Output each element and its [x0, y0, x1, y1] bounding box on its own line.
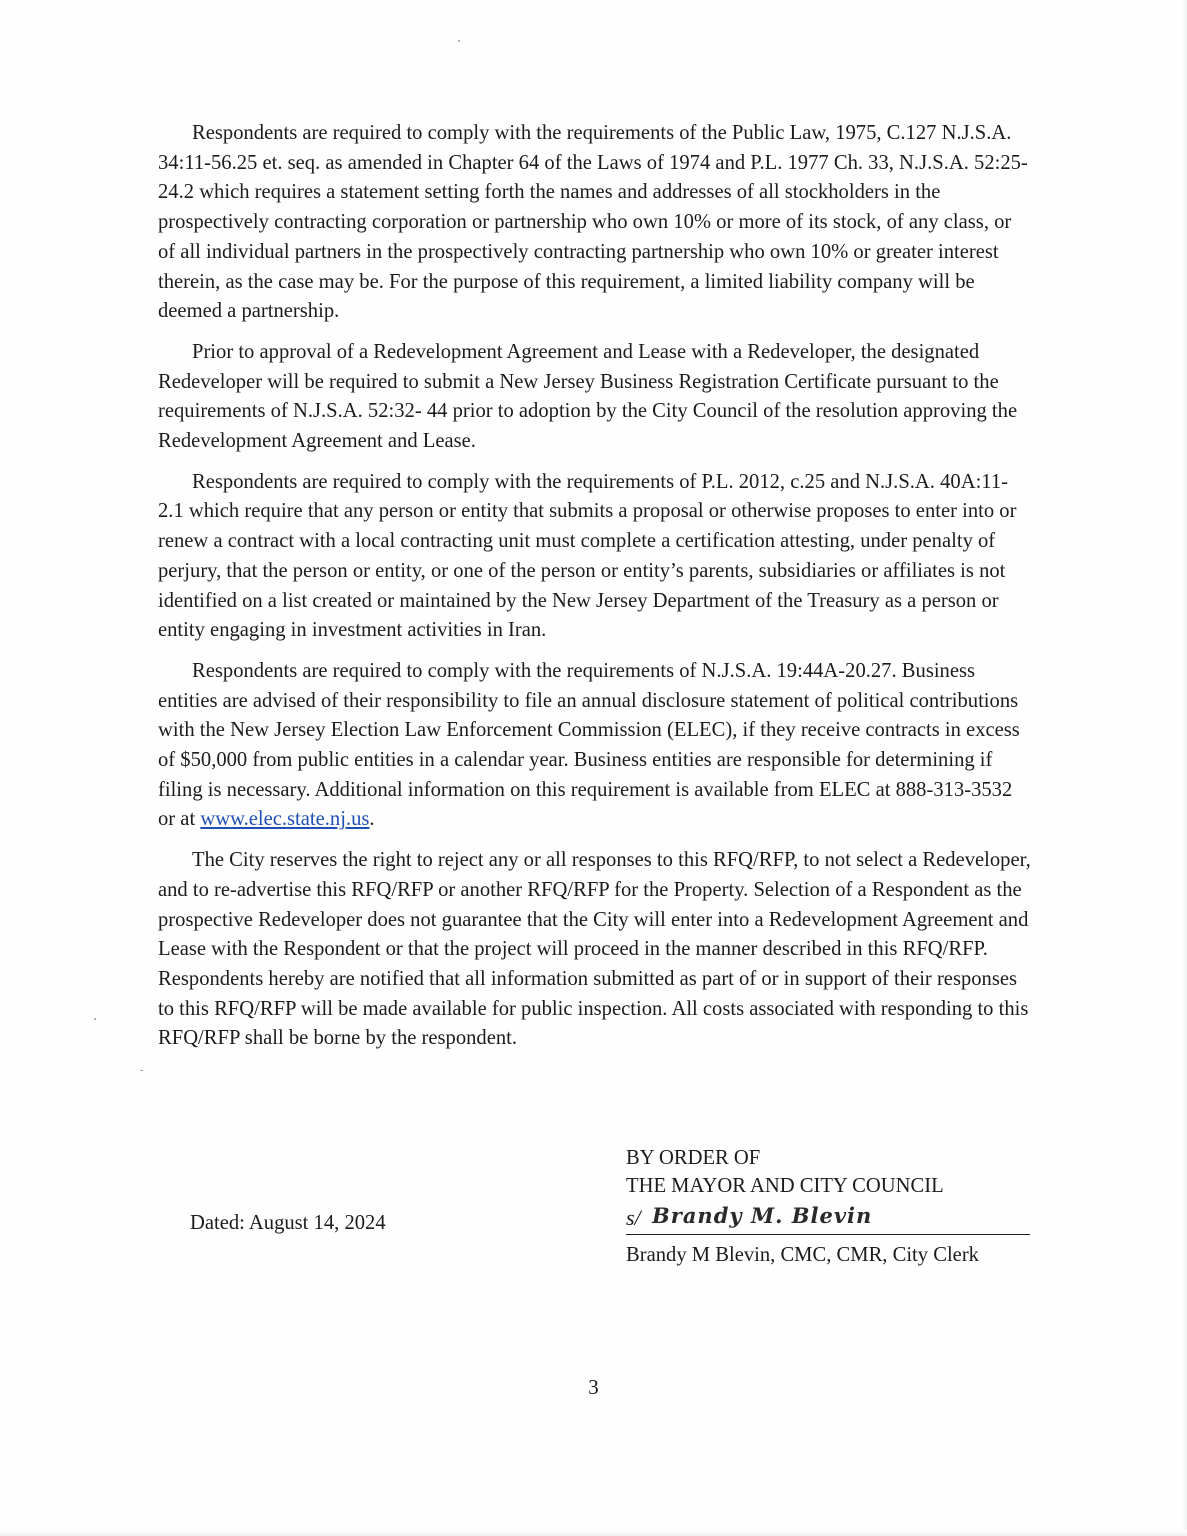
handwritten-signature: Brandy M. Blevin [652, 1203, 873, 1228]
elec-paragraph-text: Respondents are required to comply with the requirements of N.J.S.A. 19:44A-20.27. Business entities are advised of their responsibility to file an annual disclosure statement of political contributions with the New Jersey Election Law Enforcement Commission (ELEC), if they receive contracts in excess of $50,000 from public entities in a calendar year. Business entities are responsible for determining if filing is necessary. Additional information on this requirement is available from ELEC at 888-313-3532 or at [158, 659, 1020, 831]
paragraph-business-registration: Prior to approval of a Redevelopment Agreement and Lease with a Redeveloper, the designated Redeveloper will be required to submit a New Jersey Business Registration Certificate pursuant to the requirements of N.J.S.A. 52:32- 44 prior to adoption by the City Council of the resolution approving the Redevelopment Agreement and Lease. [158, 340, 1018, 453]
dated-line: Dated: August 14, 2024 [190, 1212, 386, 1234]
document-body [158, 119, 1033, 1065]
paragraph-stockholder-disclosure: Respondents are required to comply with the requirements of the Public Law, 1975, C.127 N.J.S.A. 34:11-56.25 et. seq. as amended in Chapter 64 of the Laws of 1974 and P.L. 1977 Ch. 33, N.J.S.A. 52:25-24.2 which requires a statement setting forth the names and addresses of all stockholders in the prospectively contracting corporation or partnership who own 10% or more of its stock, of any class, or of all individual partners in the prospectively contracting partnership who own 10% or greater interest therein, as the case may be. For the purpose of this requirement, a limited liability company will be deemed a partnership. [158, 122, 1028, 323]
signature-line [626, 1202, 1030, 1235]
signature-block [626, 1144, 1046, 1269]
order-line-2: THE MAYOR AND CITY COUNCIL [626, 1175, 944, 1197]
paragraph-elec-disclosure [158, 657, 1033, 835]
page-number: 3 [588, 1375, 599, 1399]
signer-title: Brandy M Blevin, CMC, CMR, City Clerk [626, 1244, 979, 1266]
elec-paragraph-end: . [369, 808, 375, 831]
scan-speck [458, 40, 460, 42]
order-line-1: BY ORDER OF [626, 1147, 761, 1169]
scan-speck [140, 1070, 143, 1071]
paragraph-city-reservation: The City reserves the right to reject any or all responses to this RFQ/RFP, to not select a Redeveloper, and to re-advertise this RFQ/RFP or another RFQ/RFP for the Property. Selection of a Respondent as the prospective Redeveloper does not guarantee that the City will enter into a Redevelopment Agreement and Lease with the Respondent or that the project will proceed in the manner described in this RFQ/RFP. Respondents hereby are notified that all information submitted as part of or in support of their responses to this RFQ/RFP will be made available for public inspection. All costs associated with responding to this RFQ/RFP shall be borne by the respondent. [158, 849, 1031, 1050]
scan-speck [94, 1018, 96, 1020]
elec-website-link[interactable]: www.elec.state.nj.us [200, 808, 370, 831]
scan-edge [1181, 0, 1187, 1536]
paragraph-iran-certification: Respondents are required to comply with the requirements of P.L. 2012, c.25 and N.J.S.A. 40A:11-2.1 which require that any person or entity that submits a proposal or otherwise proposes to enter into or renew a contract with a local contracting unit must complete a certification attesting, under penalty of perjury, that the person or entity, or one of the person or entity’s parents, subsidiaries or affiliates is not identified on a list created or maintained by the New Jersey Department of the Treasury as a person or entity engaging in investment activities in Iran. [158, 470, 1017, 642]
scan-edge [0, 1530, 1187, 1536]
signature-prefix: s/ [626, 1205, 641, 1230]
